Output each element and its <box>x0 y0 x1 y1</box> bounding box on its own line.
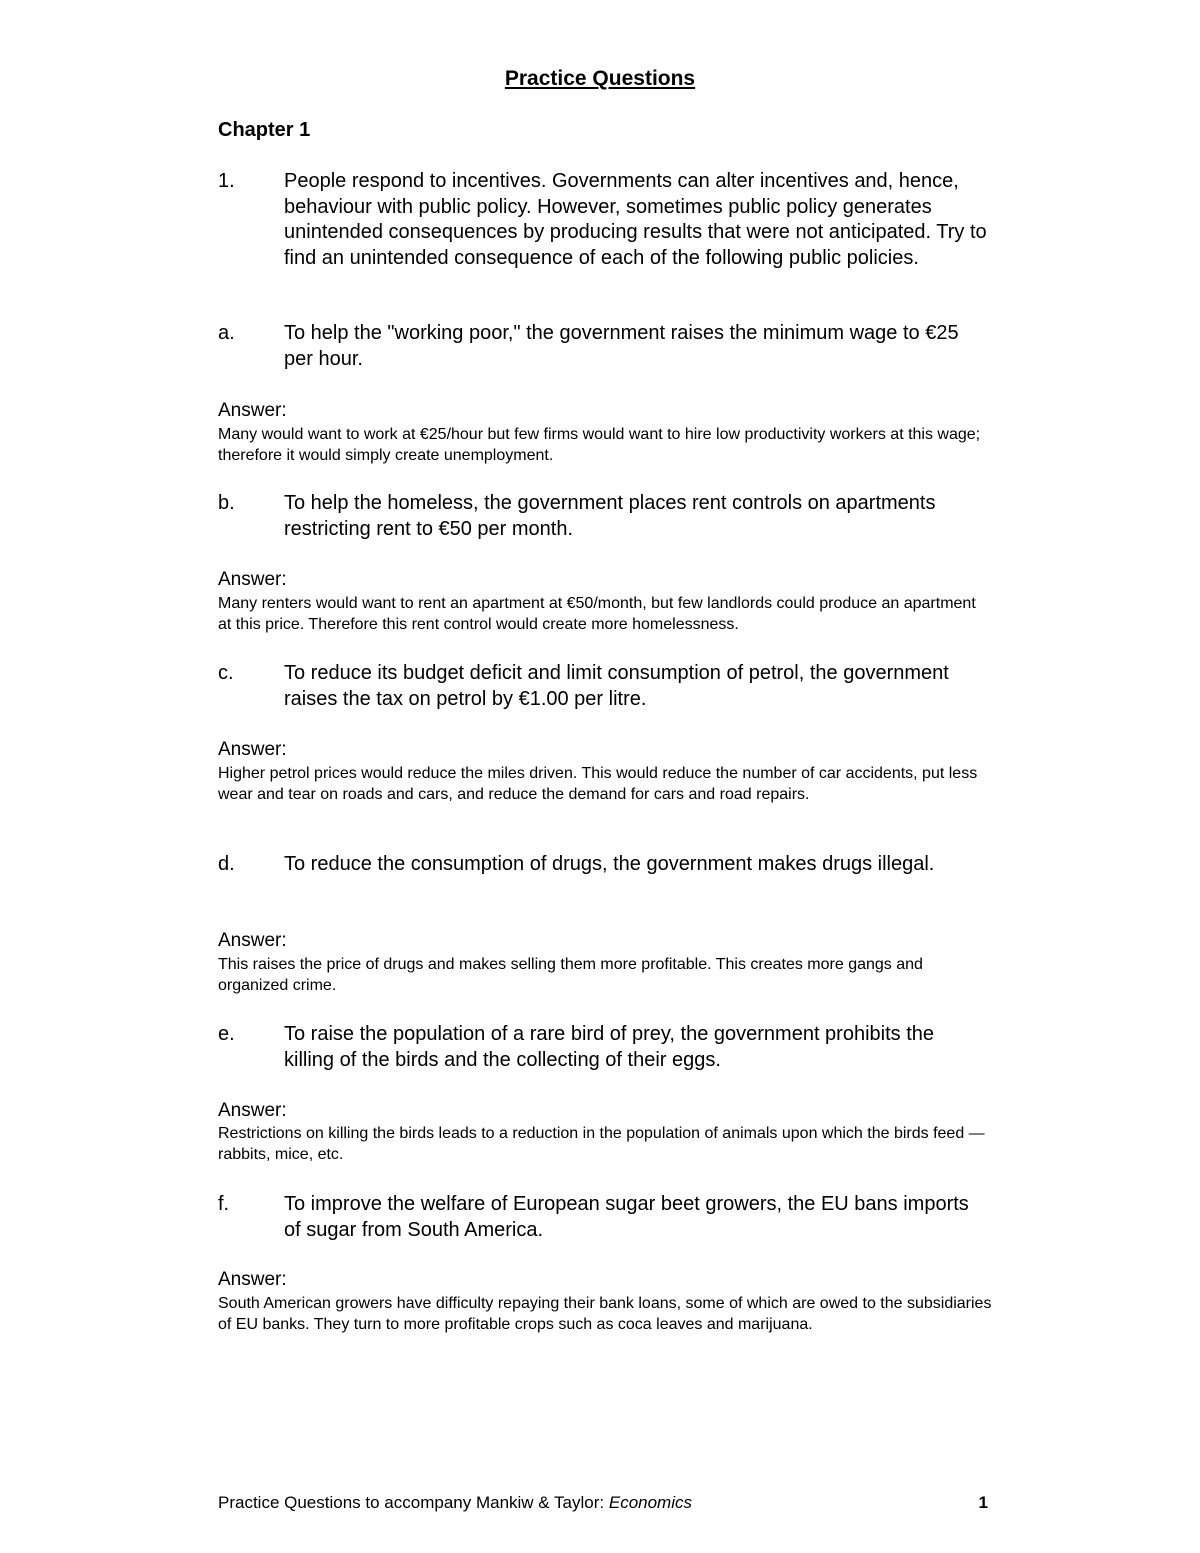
answer-label: Answer: <box>218 739 287 760</box>
question-text: To improve the welfare of European sugar beet growers, the EU bans imports of sugar from South America. <box>284 1193 969 1241</box>
question-label: c. <box>218 662 234 684</box>
answer-label: Answer: <box>218 1269 287 1290</box>
answer-d: This raises the price of drugs and makes selling them more profitable. This creates more gangs and organized crime. <box>218 956 923 994</box>
answer-f: South American growers have difficulty repaying their bank loans, some of which are owed to the subsidiaries of EU banks. They turn to more profitable crops such as coca leaves and marijuana. <box>218 1295 992 1333</box>
question-d <box>218 852 988 878</box>
answer-a: Many would want to work at €25/hour but few firms would want to hire low productivity workers at this wage; therefore it would simply create unemployment. <box>218 426 981 464</box>
footer-text: Practice Questions to accompany Mankiw & Taylor: <box>218 1493 609 1512</box>
question-label: b. <box>218 492 235 514</box>
answer-label: Answer: <box>218 400 287 421</box>
page-footer <box>218 1493 988 1513</box>
question-c <box>218 661 988 712</box>
question-number: 1. <box>218 170 235 192</box>
question-text: To reduce the consumption of drugs, the government makes drugs illegal. <box>284 853 935 875</box>
answer-b: Many renters would want to rent an apartment at €50/month, but few landlords could produce an apartment at this price. Therefore this rent control would create more homelessness. <box>218 595 976 633</box>
answer-label: Answer: <box>218 569 287 590</box>
answer-label: Answer: <box>218 930 287 951</box>
answer-label: Answer: <box>218 1100 287 1121</box>
question-f <box>218 1192 988 1243</box>
page-title: Practice Questions <box>504 67 696 90</box>
answer-e: Restrictions on killing the birds leads to a reduction in the population of animals upon which the birds feed — rabbits, mice, etc. <box>218 1125 985 1163</box>
question-text: To help the "working poor," the government raises the minimum wage to €25 per hour. <box>284 322 959 370</box>
footer-book-title: Economics <box>608 1493 692 1512</box>
question-label: f. <box>218 1193 230 1215</box>
chapter-heading: Chapter 1 <box>218 119 311 141</box>
question-a <box>218 321 988 372</box>
question-label: d. <box>218 853 235 875</box>
question-text: People respond to incentives. Governments can alter incentives and, hence, behaviour with public policy. However, sometimes public policy generates unintended consequences by producing results that were not anticipated. Try to find an unintended consequence of each of the following public policies. <box>284 170 987 269</box>
question-text: To reduce its budget deficit and limit consumption of petrol, the government raises the tax on petrol by €1.00 per litre. <box>284 662 949 710</box>
answer-c: Higher petrol prices would reduce the miles driven. This would reduce the number of car accidents, put less wear and tear on roads and cars, and reduce the demand for cars and road repairs. <box>218 765 978 803</box>
page-number: 1 <box>978 1493 988 1512</box>
question-label: e. <box>218 1023 235 1045</box>
question-b <box>218 491 988 542</box>
question-intro <box>218 169 988 271</box>
question-e <box>218 1022 988 1073</box>
question-text: To help the homeless, the government places rent controls on apartments restricting rent to €50 per month. <box>284 492 936 540</box>
question-label: a. <box>218 322 235 344</box>
question-text: To raise the population of a rare bird of prey, the government prohibits the killing of the birds and the collecting of their eggs. <box>284 1023 935 1071</box>
